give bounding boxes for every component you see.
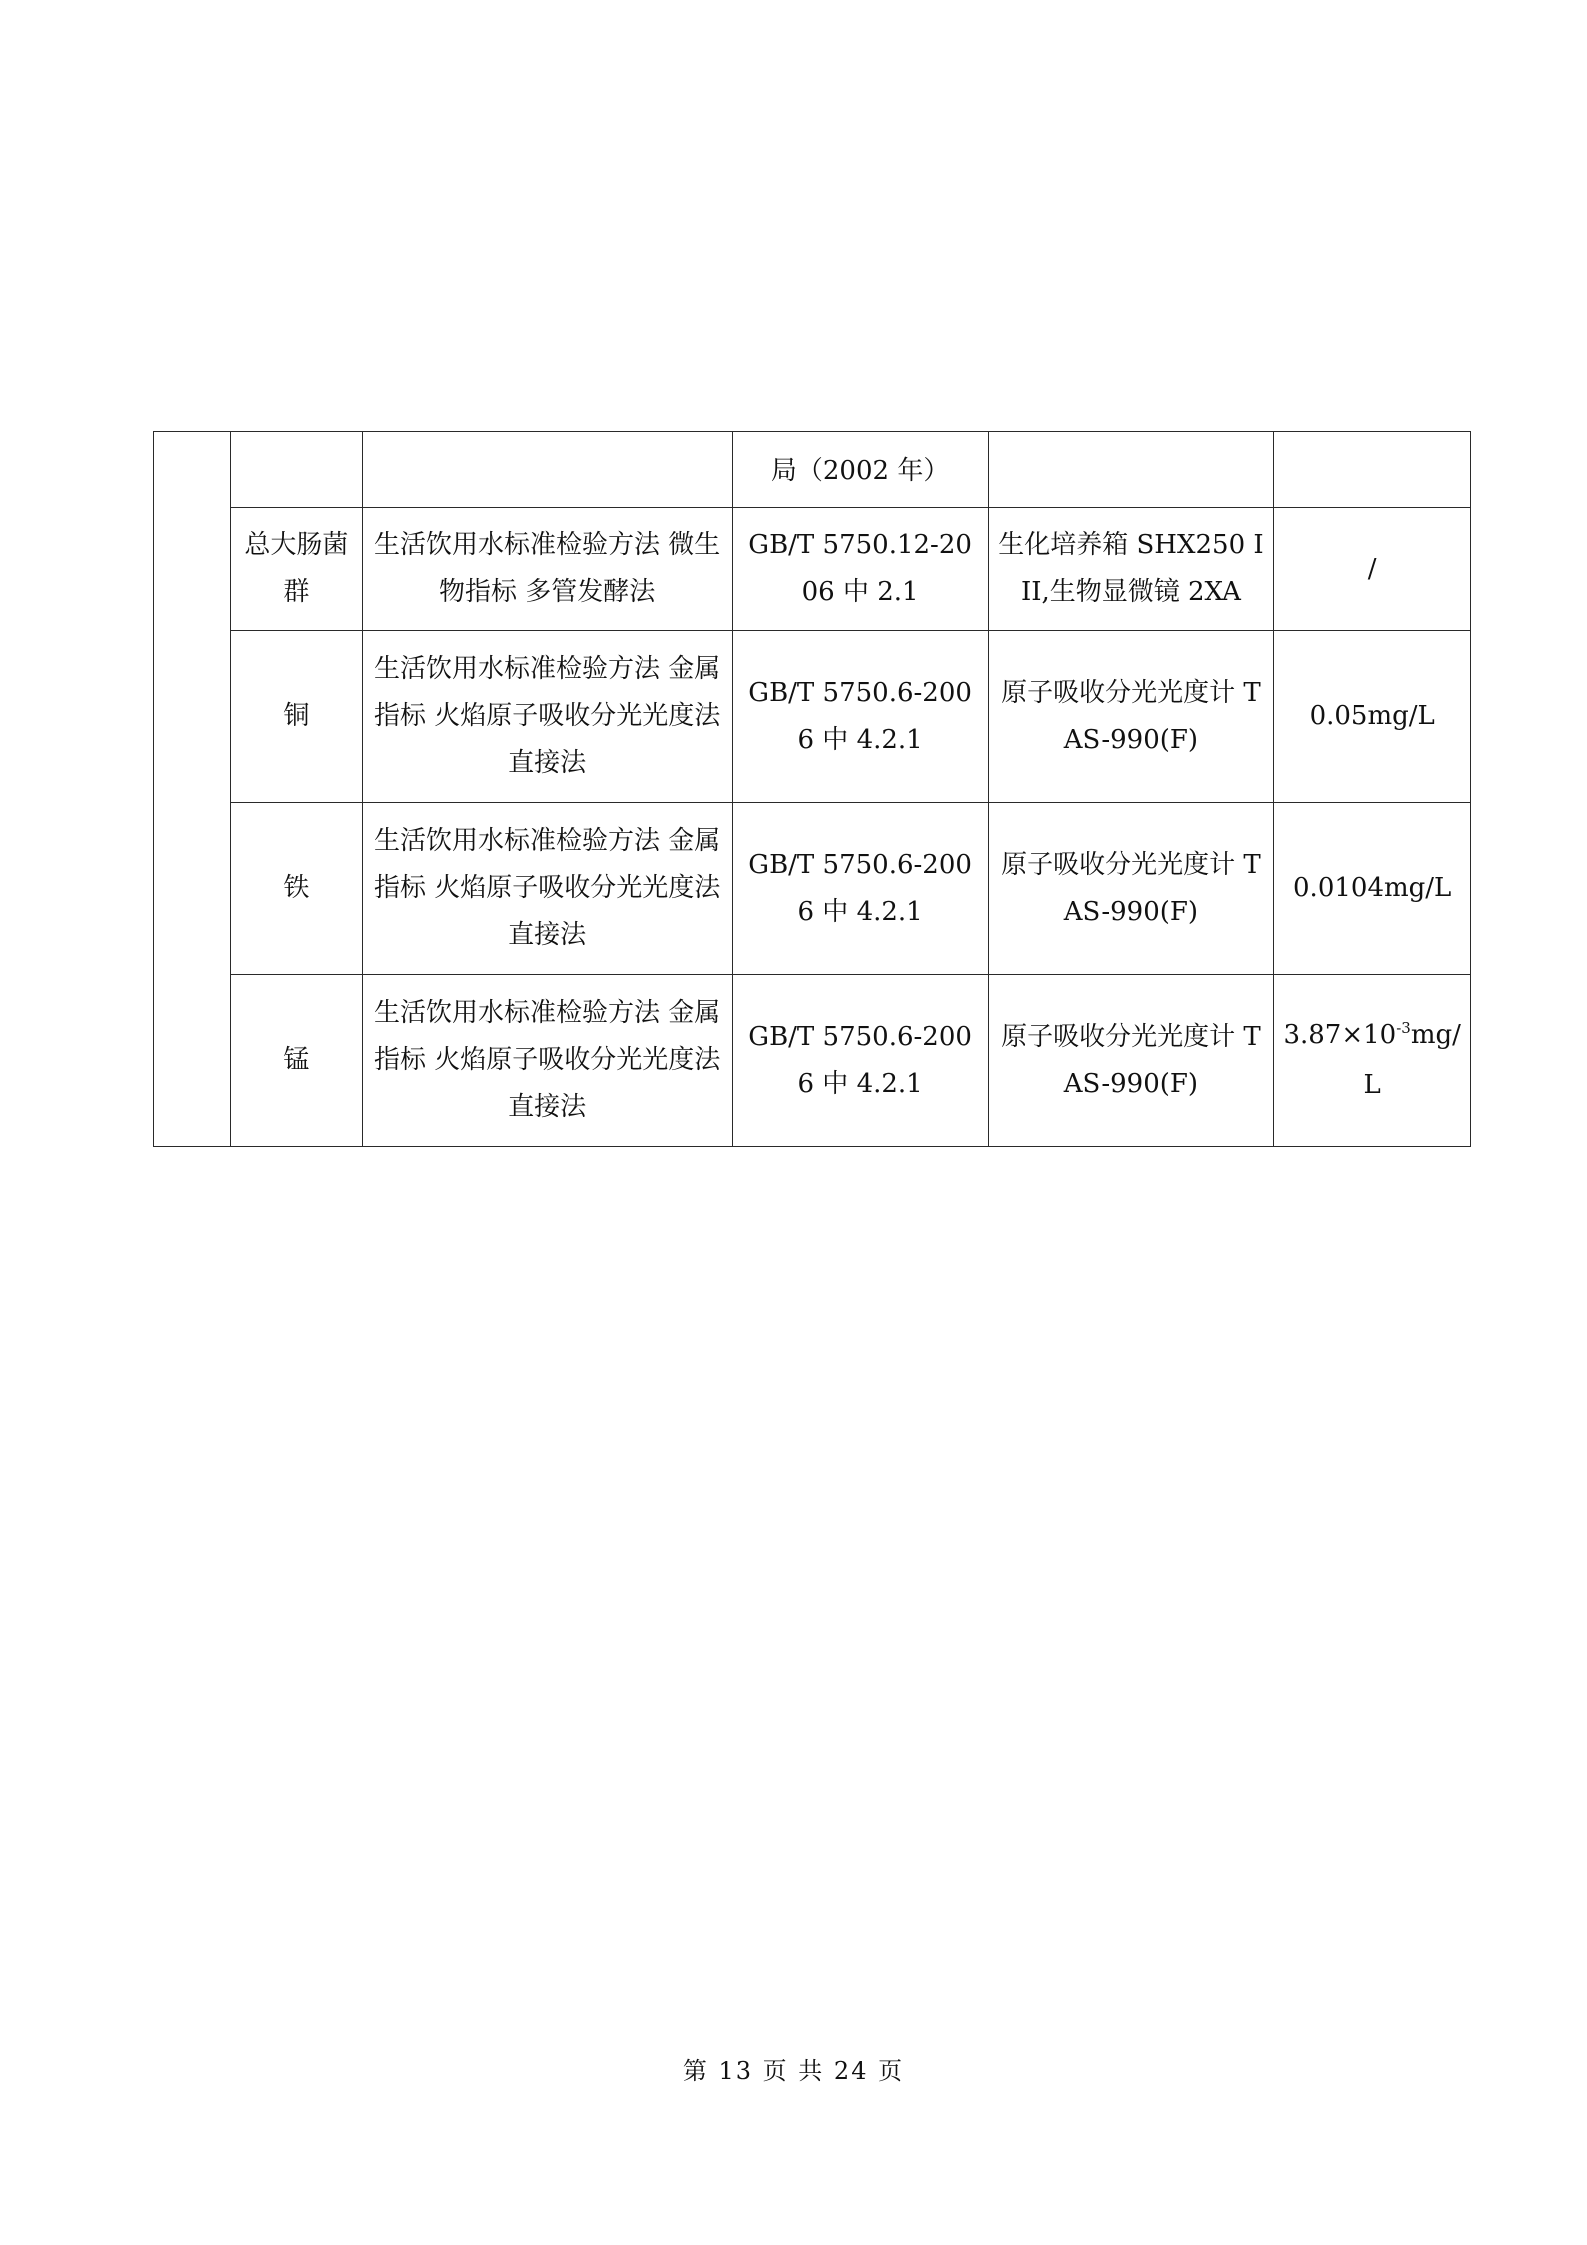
table-row	[154, 975, 1471, 1147]
cell-detection-limit: 0.0104mg/L	[1274, 803, 1471, 975]
cell-method: 生活饮用水标准检验方法 金属指标 火焰原子吸收分光光度法 直接法	[362, 631, 732, 803]
table-row-continued	[154, 432, 1471, 508]
cell-detection-limit	[1274, 432, 1471, 508]
cell-instrument	[988, 432, 1274, 508]
cell-standard: GB/T 5750.12-2006 中 2.1	[732, 508, 988, 631]
merged-category-cell	[154, 432, 231, 1147]
cell-detection-limit: 0.05mg/L	[1274, 631, 1471, 803]
cell-item	[231, 432, 362, 508]
limit-unit: mg/L	[1363, 1020, 1461, 1100]
table-row	[154, 631, 1471, 803]
limit-base: 3.87×10	[1283, 1020, 1397, 1050]
cell-method: 生活饮用水标准检验方法 微生物指标 多管发酵法	[362, 508, 732, 631]
table-row	[154, 508, 1471, 631]
cell-standard: GB/T 5750.6-2006 中 4.2.1	[732, 975, 988, 1147]
cell-method: 生活饮用水标准检验方法 金属指标 火焰原子吸收分光光度法 直接法	[362, 975, 732, 1147]
cell-instrument: 生化培养箱 SHX250 III,生物显微镜 2XA	[988, 508, 1274, 631]
cell-item: 铁	[231, 803, 362, 975]
cell-method: 生活饮用水标准检验方法 金属指标 火焰原子吸收分光光度法 直接法	[362, 803, 732, 975]
cell-detection-limit	[1274, 975, 1471, 1147]
cell-item: 铜	[231, 631, 362, 803]
limit-exponent: -3	[1396, 1019, 1411, 1037]
cell-item: 总大肠菌群	[231, 508, 362, 631]
cell-detection-limit: /	[1274, 508, 1471, 631]
cell-instrument: 原子吸收分光光度计 TAS-990(F)	[988, 975, 1274, 1147]
cell-standard: 局（2002 年）	[732, 432, 988, 508]
cell-instrument: 原子吸收分光光度计 TAS-990(F)	[988, 631, 1274, 803]
table-row	[154, 803, 1471, 975]
cell-standard: GB/T 5750.6-2006 中 4.2.1	[732, 803, 988, 975]
cell-method	[362, 432, 732, 508]
test-method-table	[153, 431, 1471, 1147]
cell-instrument: 原子吸收分光光度计 TAS-990(F)	[988, 803, 1274, 975]
page-number-footer: 第 13 页 共 24 页	[682, 2057, 905, 2085]
cell-item: 锰	[231, 975, 362, 1147]
cell-standard: GB/T 5750.6-2006 中 4.2.1	[732, 631, 988, 803]
